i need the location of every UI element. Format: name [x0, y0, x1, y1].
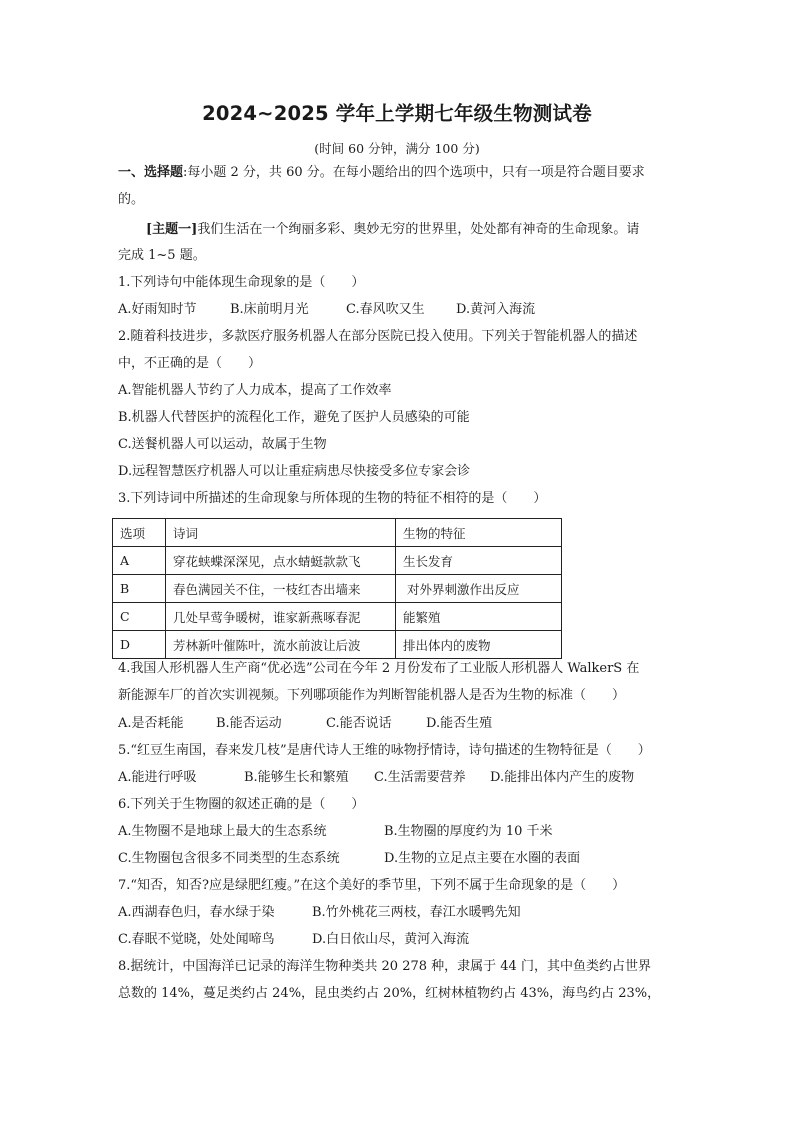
table-header-cell: 生物的特征 — [396, 519, 562, 547]
question-2-option-a: A.智能机器人节约了人力成本，提高了工作效率 — [118, 383, 392, 398]
question-6-option-d: D.生物的立足点主要在水圈的表面 — [384, 851, 581, 866]
table-cell: 能繁殖 — [396, 603, 562, 631]
question-1-option-d: D.黄河入海流 — [456, 302, 536, 317]
question-6-option-b: B.生物圈的厚度约为 10 千米 — [384, 824, 553, 839]
question-7-option-d: D.白日依山尽，黄河入海流 — [312, 932, 470, 947]
theme-text-cont: 完成 1~5 题。 — [118, 248, 206, 263]
question-8-stem-cont: 总数的 14%，蔓足类约占 24%，昆虫类约占 20%，红树林植物约占 43%，海鸟约占 23%， — [118, 986, 661, 1001]
table-cell: 芳林新叶催陈叶，流水前波让后波 — [166, 631, 396, 659]
question-2-option-b: B.机器人代替医护的流程化工作，避免了医护人员感染的可能 — [118, 410, 470, 425]
question-4-option-c: C.能否说话 — [326, 716, 392, 731]
section-label: 一、选择题 — [118, 165, 184, 180]
table-row — [113, 603, 562, 631]
question-5-option-b: B.能够生长和繁殖 — [244, 770, 349, 785]
table-cell: 几处早莺争暖树，谁家新燕啄春泥 — [166, 603, 396, 631]
table-cell: 排出体内的废物 — [396, 631, 562, 659]
question-5-stem: 5.“红豆生南国，春来发几枝”是唐代诗人王维的咏物抒情诗，诗句描述的生物特征是（ ） — [118, 743, 651, 758]
question-1-stem: 1.下列诗句中能体现生命现象的是（ ） — [118, 275, 365, 290]
table-header-cell: 选项 — [113, 519, 166, 547]
question-7-option-a: A.西湖春色归，春水绿于染 — [118, 905, 275, 920]
exam-title: 2024~2025 学年上学期七年级生物测试卷 — [202, 102, 592, 125]
question-1-option-c: C.春风吹又生 — [346, 302, 425, 317]
question-4-stem: 4.我国人形机器人生产商“优必选”公司在今年 2 月份发布了工业版人形机器人 WalkerS 在 — [118, 661, 640, 676]
theme-label: [主题一] — [146, 222, 198, 237]
question-7-stem: 7.“知否，知否?应是绿肥红瘦。”在这个美好的季节里，下列不属于生命现象的是（ ） — [118, 878, 626, 893]
exam-subtitle: (时间 60 分钟，满分 100 分) — [314, 141, 480, 156]
question-1-option-b: B.床前明月光 — [230, 302, 309, 317]
theme-text: 我们生活在一个绚丽多彩、奥妙无穷的世界里，处处都有神奇的生命现象。请 — [197, 222, 640, 237]
question-2-stem: 2.随着科技进步，多款医疗服务机器人在部分医院已投入使用。下列关于智能机器人的描述 — [118, 329, 638, 344]
question-7-option-c: C.春眠不觉晓，处处闻啼鸟 — [118, 932, 275, 947]
table-cell: 穿花蛱蝶深深见，点水蜻蜓款款飞 — [166, 547, 396, 575]
question-1-option-a: A.好雨知时节 — [118, 302, 197, 317]
table-cell: B — [113, 575, 166, 603]
question-6-option-c: C.生物圈包含很多不同类型的生态系统 — [118, 851, 340, 866]
question-7-option-b: B.竹外桃花三两枝，春江水暖鸭先知 — [312, 905, 521, 920]
question-6-option-a: A.生物圈不是地球上最大的生态系统 — [118, 824, 327, 839]
question-5-option-a: A.能进行呼吸 — [118, 770, 197, 785]
question-5-option-d: D.能排出体内产生的废物 — [490, 770, 635, 785]
table-cell: C — [113, 603, 166, 631]
table-row — [113, 631, 562, 659]
question-2-option-d: D.远程智慧医疗机器人可以让重症病患尽快接受多位专家会诊 — [118, 464, 471, 479]
question-4-option-d: D.能否生殖 — [426, 716, 493, 731]
question-2-stem-cont: 中，不正确的是（ ） — [118, 356, 262, 371]
question-6-stem: 6.下列关于生物圈的叙述正确的是（ ） — [118, 797, 365, 812]
section-header — [118, 164, 645, 182]
question-4-stem-cont: 新能源车厂的首次实训视频。下列哪项能作为判断智能机器人是否为生物的标准（ ） — [118, 688, 626, 703]
section-description: :每小题 2 分，共 60 分。在每小题给出的四个选项中，只有一项是符合题目要求 — [183, 165, 645, 180]
table-cell: A — [113, 547, 166, 575]
theme-intro — [146, 221, 639, 239]
table-cell: 生长发育 — [396, 547, 562, 575]
table-cell: 春色满园关不住，一枝红杏出墙来 — [166, 575, 396, 603]
section-description-cont: 的。 — [118, 192, 145, 207]
question-3-stem: 3.下列诗词中所描述的生命现象与所体现的生物的特征不相符的是（ ） — [118, 491, 547, 506]
table-cell: 对外界刺激作出反应 — [396, 575, 562, 603]
table-row — [113, 547, 562, 575]
table-header-row — [113, 519, 562, 547]
table-header-cell: 诗词 — [166, 519, 396, 547]
question-5-option-c: C.生活需要营养 — [374, 770, 466, 785]
question-8-stem: 8.据统计，中国海洋已记录的海洋生物种类共 20 278 种，隶属于 44 门，其中鱼类约占世界 — [118, 959, 651, 974]
question-4-option-a: A.是否耗能 — [118, 716, 184, 731]
question-3-table — [112, 518, 562, 659]
question-4-option-b: B.能否运动 — [216, 716, 282, 731]
question-2-option-c: C.送餐机器人可以运动，故属于生物 — [118, 437, 327, 452]
table-cell: D — [113, 631, 166, 659]
table-row — [113, 575, 562, 603]
